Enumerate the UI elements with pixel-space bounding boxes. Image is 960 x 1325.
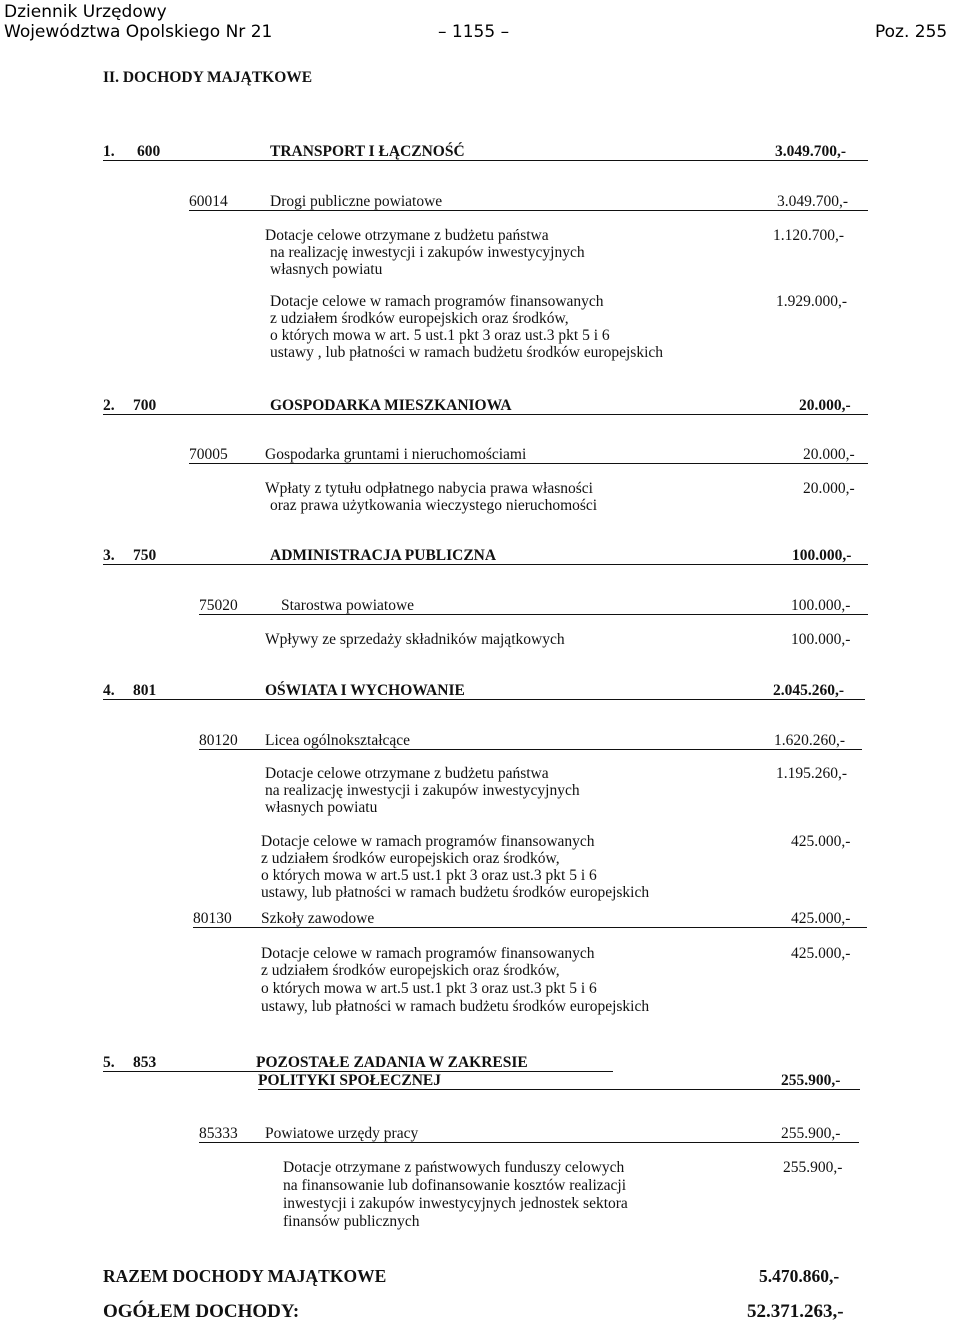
- section-underline: [103, 160, 868, 161]
- section-underline: [258, 1089, 860, 1090]
- item-line: o których mowa w art.5 ust.1 pkt 3 oraz ust.3 pkt 5 i 6: [261, 867, 597, 884]
- item-line: Dotacje celowe otrzymane z budżetu państwa: [265, 765, 549, 782]
- subsection-code: 85333: [199, 1125, 238, 1142]
- subsection-underline: [189, 210, 868, 211]
- position-number: Poz. 255: [875, 22, 948, 42]
- section-code: 750: [133, 547, 157, 564]
- section-amount: 255.900,-: [781, 1072, 841, 1089]
- item-line: ustawy, lub płatności w ramach budżetu środków europejskich: [261, 884, 650, 901]
- item-amount: 1.120.700,-: [773, 227, 845, 244]
- journal-title-line2: Województwa Opolskiego Nr 21: [4, 22, 273, 42]
- section-heading: ADMINISTRACJA PUBLICZNA: [270, 547, 497, 564]
- item-line: ustawy, lub płatności w ramach budżetu środków europejskich: [261, 998, 650, 1015]
- item-line: Dotacje celowe w ramach programów finansowanych: [270, 293, 604, 310]
- item-amount: 255.900,-: [783, 1159, 843, 1176]
- subsection-underline: [193, 927, 867, 928]
- section-code: 700: [133, 397, 157, 414]
- subsection-underline: [199, 614, 868, 615]
- item-line: oraz prawa użytkowania wieczystego nieruchomości: [270, 497, 598, 514]
- item-line: Dotacje celowe w ramach programów finansowanych: [261, 945, 595, 962]
- ogolem-label: OGÓŁEM DOCHODY:: [103, 1301, 300, 1322]
- item-amount: 425.000,-: [791, 945, 851, 962]
- journal-title-line1: Dziennik Urzędowy: [4, 2, 167, 22]
- item-line: Dotacje celowe otrzymane z budżetu państwa: [265, 227, 549, 244]
- item-line: finansów publicznych: [283, 1213, 420, 1230]
- subsection-underline: [199, 1142, 859, 1143]
- section-number: 4.: [103, 682, 115, 699]
- item-line: Dotacje otrzymane z państwowych funduszy celowych: [283, 1159, 625, 1176]
- section-heading: TRANSPORT I ŁĄCZNOŚĆ: [270, 143, 465, 160]
- item-amount: 100.000,-: [791, 631, 851, 648]
- section-code: 801: [133, 682, 157, 699]
- section-number: 5.: [103, 1054, 115, 1071]
- section-title: II. DOCHODY MAJĄTKOWE: [103, 69, 313, 86]
- item-line: z udziałem środków europejskich oraz środków,: [270, 310, 569, 327]
- subsection-title: Szkoły zawodowe: [261, 910, 375, 927]
- item-line: na realizację inwestycji i zakupów inwestycyjnych: [265, 782, 580, 799]
- item-line: własnych powiatu: [270, 261, 383, 278]
- subsection-code: 70005: [189, 446, 228, 463]
- subsection-title: Licea ogólnokształcące: [265, 732, 411, 749]
- item-line: na realizację inwestycji i zakupów inwestycyjnych: [270, 244, 585, 261]
- section-underline: [103, 414, 868, 415]
- section-underline: [103, 564, 868, 565]
- item-line: o których mowa w art. 5 ust.1 pkt 3 oraz ust.3 pkt 5 i 6: [270, 327, 610, 344]
- item-line: z udziałem środków europejskich oraz środków,: [261, 962, 560, 979]
- subsection-amount: 425.000,-: [791, 910, 851, 927]
- item-line: z udziałem środków europejskich oraz środków,: [261, 850, 560, 867]
- item-line: na finansowanie lub dofinansowanie kosztów realizacji: [283, 1177, 627, 1194]
- razem-label: RAZEM DOCHODY MAJĄTKOWE: [103, 1266, 387, 1286]
- item-line: Wpływy ze sprzedaży składników majątkowych: [265, 631, 565, 648]
- subsection-amount: 1.620.260,-: [774, 732, 846, 749]
- section-underline: [103, 699, 865, 700]
- section-code: 600: [137, 143, 161, 160]
- ogolem-amount: 52.371.263,-: [747, 1301, 844, 1322]
- item-line: o których mowa w art.5 ust.1 pkt 3 oraz ust.3 pkt 5 i 6: [261, 980, 597, 997]
- subsection-code: 75020: [199, 597, 238, 614]
- section-amount: 100.000,-: [792, 547, 852, 564]
- section-amount: 2.045.260,-: [773, 682, 845, 699]
- subsection-amount: 255.900,-: [781, 1125, 841, 1142]
- item-amount: 425.000,-: [791, 833, 851, 850]
- subsection-underline: [189, 463, 868, 464]
- subsection-title: Gospodarka gruntami i nieruchomościami: [265, 446, 527, 463]
- section-number: 3.: [103, 547, 115, 564]
- subsection-underline: [199, 749, 862, 750]
- subsection-code: 60014: [189, 193, 228, 210]
- item-line: Wpłaty z tytułu odpłatnego nabycia prawa własności: [265, 480, 593, 497]
- section-heading: OŚWIATA I WYCHOWANIE: [265, 682, 465, 699]
- section-heading-line2: POLITYKI SPOŁECZNEJ: [258, 1072, 442, 1089]
- section-heading-line1: POZOSTAŁE ZADANIA W ZAKRESIE: [256, 1054, 528, 1071]
- subsection-amount: 100.000,-: [791, 597, 851, 614]
- section-number: 2.: [103, 397, 115, 414]
- section-amount: 20.000,-: [799, 397, 851, 414]
- item-line: Dotacje celowe w ramach programów finansowanych: [261, 833, 595, 850]
- subsection-amount: 3.049.700,-: [777, 193, 849, 210]
- section-number: 1.: [103, 143, 115, 160]
- subsection-title: Starostwa powiatowe: [281, 597, 415, 614]
- section-heading: GOSPODARKA MIESZKANIOWA: [270, 397, 512, 414]
- subsection-title: Drogi publiczne powiatowe: [270, 193, 443, 210]
- page-number: – 1155 –: [438, 22, 510, 42]
- subsection-amount: 20.000,-: [803, 446, 855, 463]
- item-line: własnych powiatu: [265, 799, 378, 816]
- razem-amount: 5.470.860,-: [759, 1266, 840, 1286]
- section-amount: 3.049.700,-: [775, 143, 847, 160]
- item-line: ustawy , lub płatności w ramach budżetu środków europejskich: [270, 344, 664, 361]
- item-amount: 1.929.000,-: [776, 293, 848, 310]
- item-amount: 20.000,-: [803, 480, 855, 497]
- subsection-code: 80120: [199, 732, 238, 749]
- section-code: 853: [133, 1054, 157, 1071]
- subsection-title: Powiatowe urzędy pracy: [265, 1125, 419, 1142]
- item-amount: 1.195.260,-: [776, 765, 848, 782]
- item-line: inwestycji i zakupów inwestycyjnych jednostek sektora: [283, 1195, 628, 1212]
- subsection-code: 80130: [193, 910, 232, 927]
